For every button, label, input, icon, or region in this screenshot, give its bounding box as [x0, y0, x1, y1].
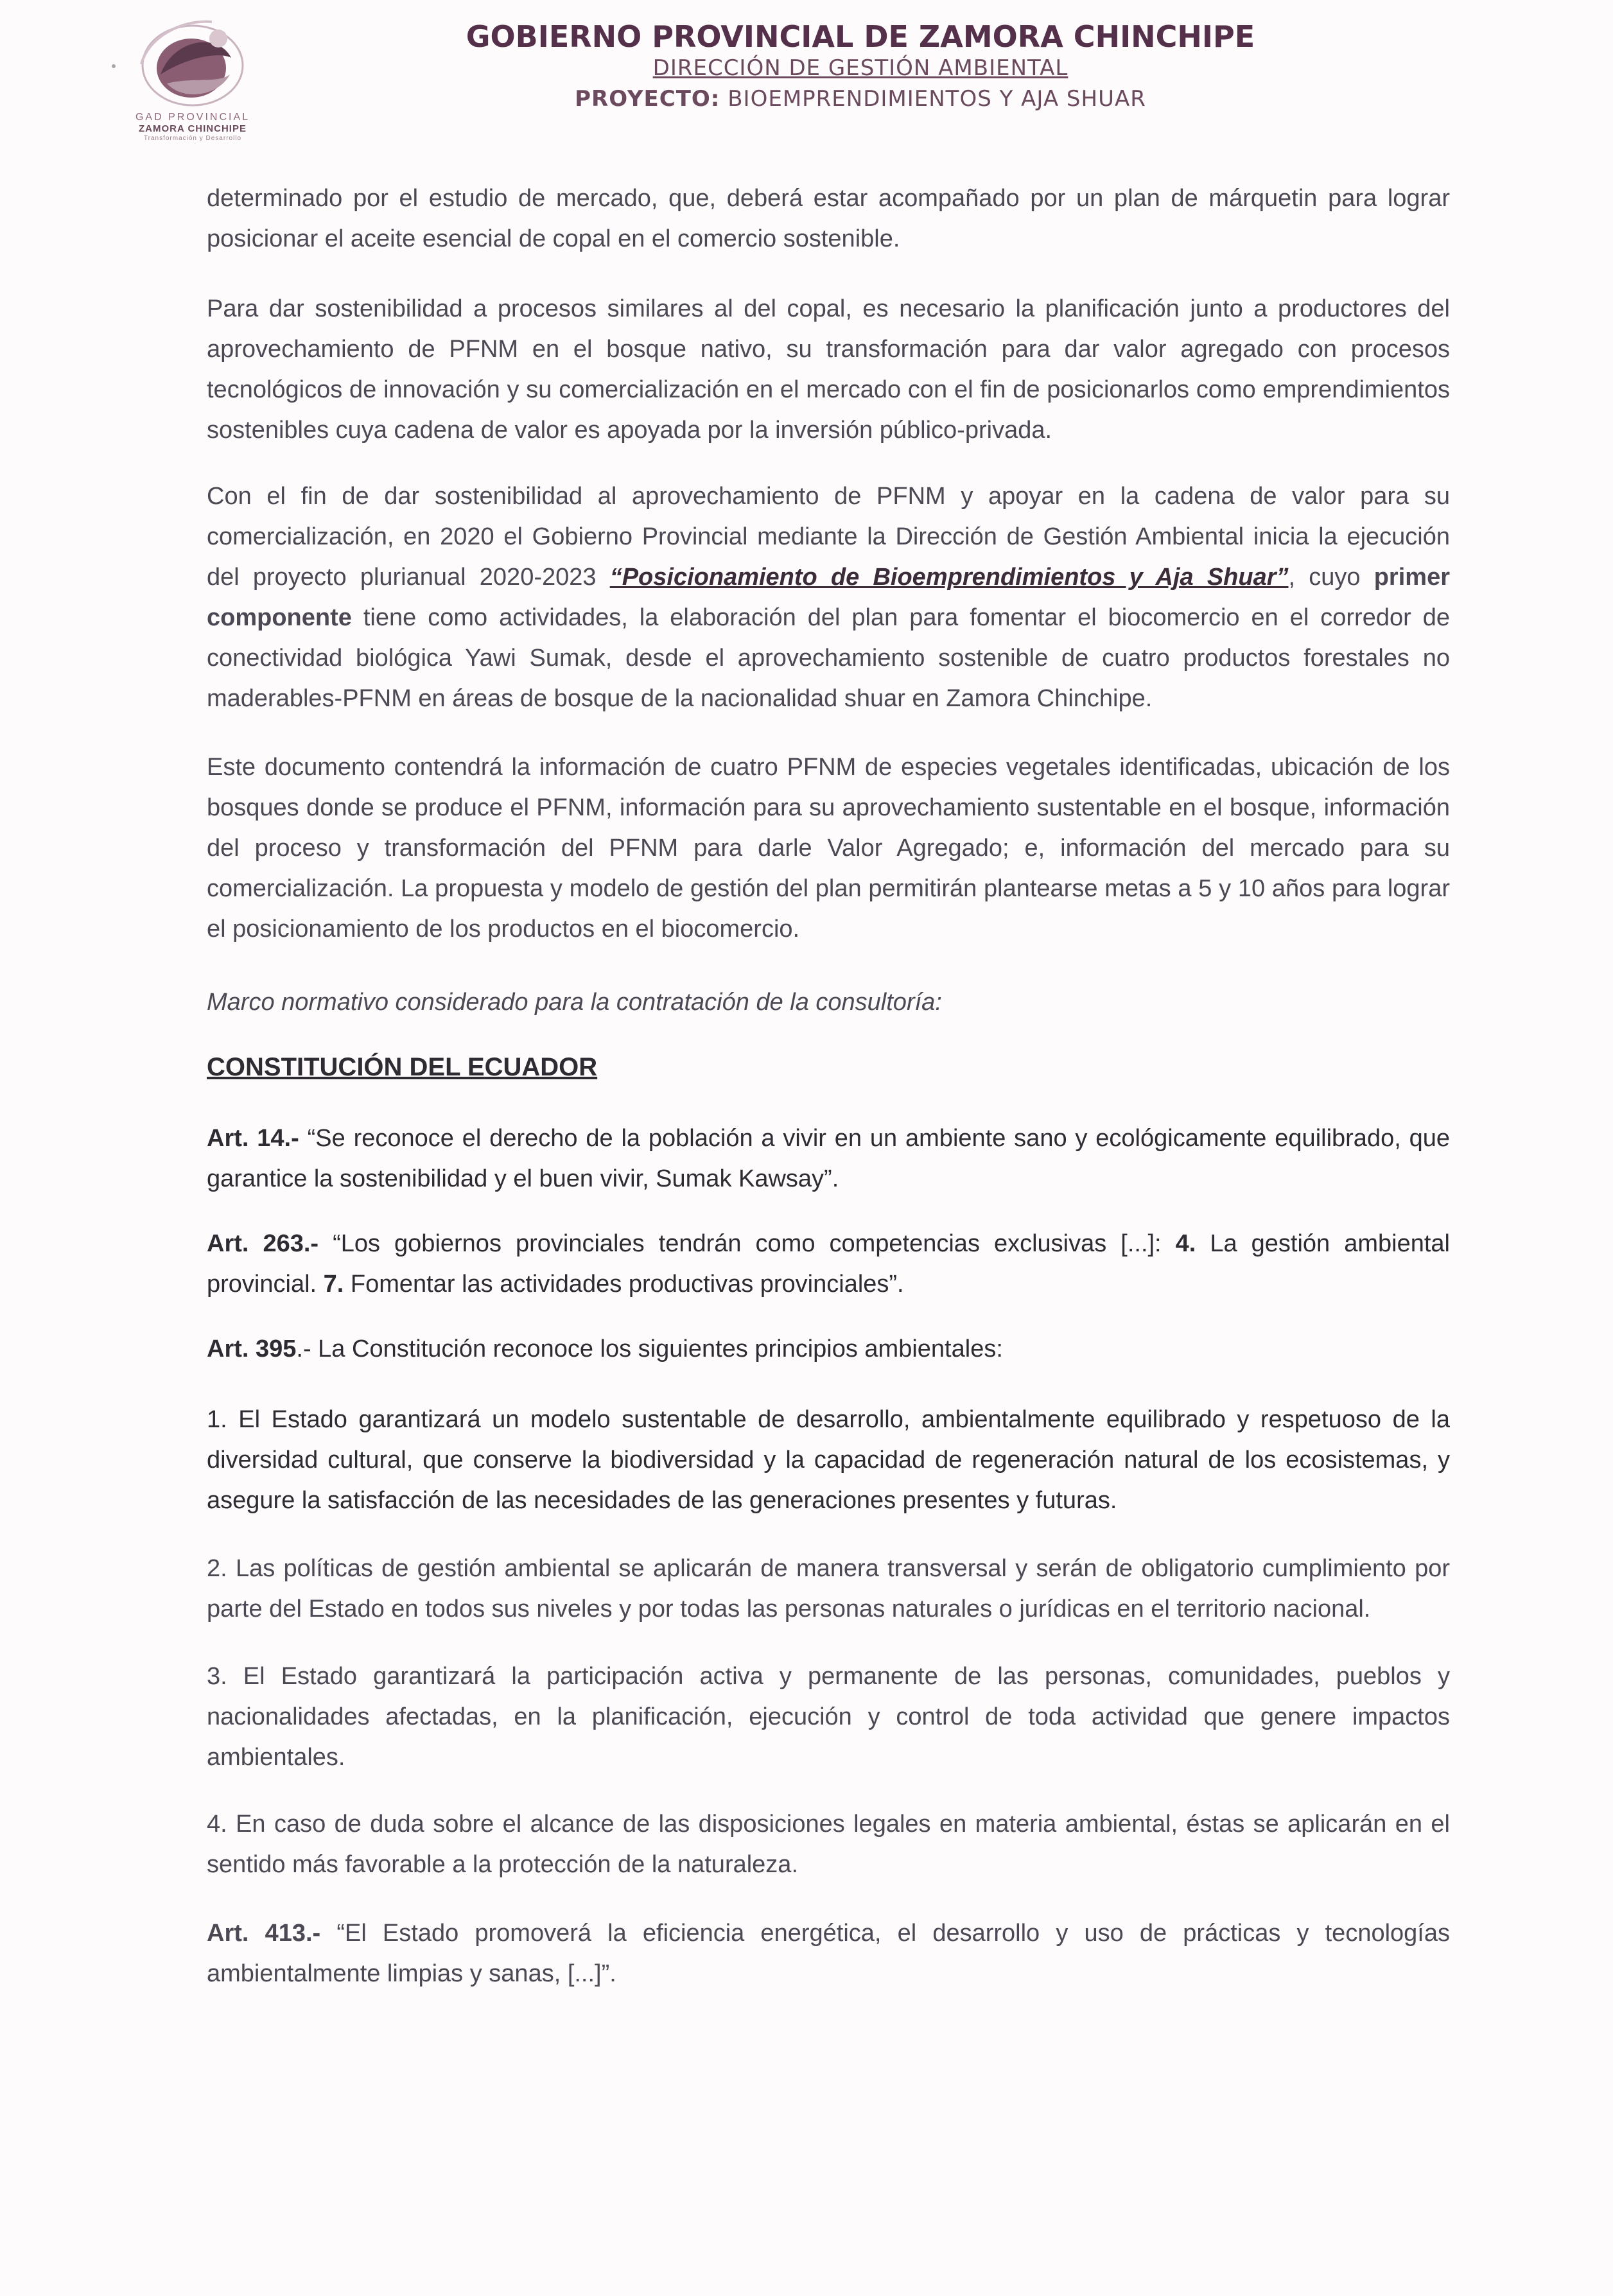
paragraph-1: determinado por el estudio de mercado, que, deberá estar acompañado por un plan de márquetin para lograr posicionar el aceite esencial de copal en el comercio sostenible. [207, 185, 1450, 252]
logo-line-1: GAD PROVINCIAL [135, 112, 250, 123]
art-413-text: “El Estado promoverá la eficiencia energética, el desarrollo y uso de prácticas y tecnologías ambientalmente limpias y sanas, [...]”. [207, 1920, 1450, 1987]
art-413-label: Art. 413.- [207, 1920, 321, 1947]
principle-4: 4. En caso de duda sobre el alcance de las disposiciones legales en materia ambiental, éstas se aplicarán en el sentido más favorable a la protección de la naturaleza. [207, 1811, 1450, 1878]
art-263-text-c: Fomentar las actividades productivas provinciales”. [344, 1271, 904, 1298]
marco-normativo: Marco normativo considerado para la contratación de la consultoría: [207, 989, 942, 1016]
art-14-label: Art. 14.- [207, 1125, 299, 1152]
art-263-text-a: “Los gobiernos provinciales tendrán como competencias exclusivas [...]: [318, 1230, 1176, 1257]
art-14 [207, 1118, 1450, 1199]
principle-2: 2. Las políticas de gestión ambiental se aplicarán de manera transversal y serán de obligatorio cumplimiento por parte del Estado en todos sus niveles y por todas las personas naturales o jurídicas en el territorio nacional. [207, 1555, 1450, 1622]
section-heading: CONSTITUCIÓN DEL ECUADOR [207, 1053, 598, 1081]
header-title: GOBIERNO PROVINCIAL DE ZAMORA CHINCHIPE [466, 19, 1255, 54]
paragraph-2: Para dar sostenibilidad a procesos similares al del copal, es necesario la planificación junto a productores del aprovechamiento de PFNM en el bosque nativo, su transformación para dar valor agregado con procesos tecnológicos de innovación y su comercialización en el mercado con el fin de posicionarlos como emprendimientos sostenibles cuya cadena de valor es apoyada por la inversión público-privada. [207, 295, 1450, 444]
principle-3: 3. El Estado garantizará la participación activa y permanente de las personas, comunidades, pueblos y nacionalidades afectadas, en la planificación, ejecución y control de toda actividad que genere impactos ambientales. [207, 1663, 1450, 1771]
logo-line-2: ZAMORA CHINCHIPE [139, 123, 247, 134]
paragraph-3-text-a: Con el fin de dar sostenibilidad al aprovechamiento de PFNM y apoyar en la cadena de valor para su comercialización, en 2020 el Gobierno Provincial mediante la Dirección de Gestión Ambiental inicia la ejecución del proyecto plurianual 2020-2023 [207, 483, 1450, 591]
header-project [411, 86, 1310, 112]
scan-speck [112, 64, 116, 68]
paragraph-4: Este documento contendrá la información de cuatro PFNM de especies vegetales identificadas, ubicación de los bosques donde se produce el PFNM, información para su aprovechamiento sustentable en el bosque, información del proceso y transformación del PFNM para darle Valor Agregado; e, información del mercado para su comercialización. La propuesta y modelo de gestión del plan permitirán plantearse metas a 5 y 10 años para lograr el posicionamiento de los productos en el biocomercio. [207, 754, 1450, 943]
gad-logo [96, 13, 289, 141]
primer-componente: primer componente [207, 564, 1450, 631]
project-title-link: “Posicionamiento de Bioemprendimientos y Aja Shuar” [609, 564, 1289, 591]
paragraph-3-text-b: , cuyo [1288, 564, 1374, 591]
art-263 [207, 1224, 1450, 1305]
logo-line-3: Transformación y Desarrollo [143, 135, 242, 142]
art-395-label: Art. 395 [207, 1335, 297, 1362]
principle-1: 1. El Estado garantizará un modelo sustentable de desarrollo, ambientalmente equilibrado y respetuoso de la diversidad cultural, que conserve la biodiversidad y la capacidad de regeneración natural de los ecosistemas, y asegure la satisfacción de las necesidades de las generaciones presentes y futuras. [207, 1406, 1450, 1514]
art-14-text: “Se reconoce el derecho de la población a vivir en un ambiente sano y ecológicamente equilibrado, que garantice la sostenibilidad y el buen vivir, Sumak Kawsay”. [207, 1125, 1451, 1192]
art-263-label: Art. 263.- [207, 1230, 319, 1257]
logo-emblem-icon [122, 13, 263, 116]
art-263-num-4: 4. [1175, 1230, 1196, 1257]
art-413 [207, 1913, 1450, 1994]
header-subtitle: DIRECCIÓN DE GESTIÓN AMBIENTAL [652, 55, 1068, 81]
project-name: BIOEMPRENDIMIENTOS Y AJA SHUAR [728, 86, 1146, 112]
paragraph-3 [207, 476, 1450, 719]
art-263-num-7: 7. [323, 1271, 344, 1298]
paragraph-3-text-c: tiene como actividades, la elaboración del plan para fomentar el biocomercio en el corredor de conectividad biológica Yawi Sumak, desde el aprovechamiento sostenible de cuatro productos forestales no maderables-PFNM en áreas de bosque de la nacionalidad shuar en Zamora Chinchipe. [207, 604, 1450, 712]
art-395-text: .- La Constitución reconoce los siguientes principios ambientales: [296, 1335, 1003, 1362]
art-395 [207, 1329, 1450, 1370]
project-label: PROYECTO: [575, 86, 720, 112]
art-263-text-b: La gestión ambiental provincial. [207, 1230, 1450, 1298]
